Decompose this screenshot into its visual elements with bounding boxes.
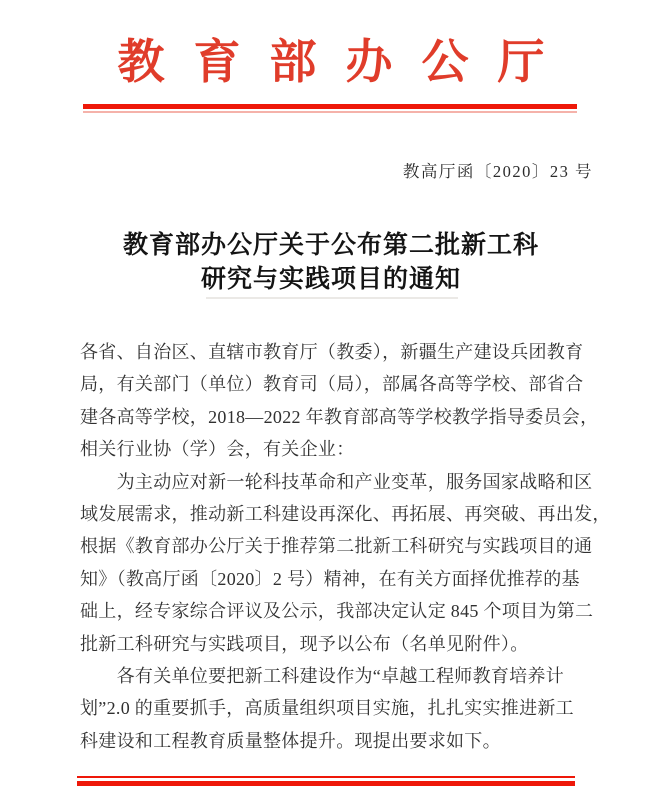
- red-divider-top-thick: [83, 104, 577, 109]
- body-text-line: 础上，经专家综合评议及公示，我部决定认定 845 个项目为第二: [80, 601, 594, 622]
- body-text-line: 建各高等学校，2018—2022 年教育部高等学校教学指导委员会，: [80, 406, 599, 427]
- body-text-line: 科建设和工程教育质量整体提升。现提出要求如下。: [80, 730, 501, 751]
- body-text-line: 划”2.0 的重要抓手，高质量组织项目实施，扎扎实实推进新工: [80, 698, 574, 719]
- body-text-line: 局，有关部门（单位）教育司（局），部属各高等学校、部省合: [80, 374, 584, 395]
- body-text-line: 相关行业协（学）会，有关企业：: [80, 439, 355, 460]
- body-text-line: 根据《教育部办公厅关于推荐第二批新工科研究与实践项目的通: [80, 536, 593, 557]
- agency-header-title: 教育部办公厅: [117, 37, 574, 89]
- body-text-line: 域发展需求，推动新工科建设再深化、再拓展、再突破、再出发，: [80, 503, 611, 524]
- body-text-line: 知》（教高厅函〔2020〕2 号）精神，在有关方面择优推荐的基: [80, 568, 580, 589]
- body-text-line: 各省、自治区、直辖市教育厅（教委），新疆生产建设兵团教育: [80, 342, 584, 362]
- red-divider-bottom-thin: [77, 776, 575, 778]
- title-underline-artifact: [206, 297, 458, 299]
- doc-title-line-1: 教育部办公厅关于公布第二批新工科: [122, 230, 539, 259]
- red-divider-top-thin: [83, 111, 577, 113]
- doc-body: [80, 336, 611, 757]
- doc-title-line-2: 研究与实践项目的通知: [200, 264, 461, 293]
- body-text-line: 为主动应对新一轮科技革命和产业变革，服务国家战略和区: [80, 471, 593, 492]
- red-divider-bottom-thick: [77, 781, 575, 786]
- body-text-line: 各有关单位要把新工科建设作为“卓越工程师教育培养计: [80, 665, 565, 686]
- doc-number: 教高厅函〔2020〕23 号: [402, 162, 593, 181]
- body-text-line: 批新工科研究与实践项目，现予以公布（名单见附件）。: [80, 633, 529, 654]
- doc-title: [0, 228, 662, 296]
